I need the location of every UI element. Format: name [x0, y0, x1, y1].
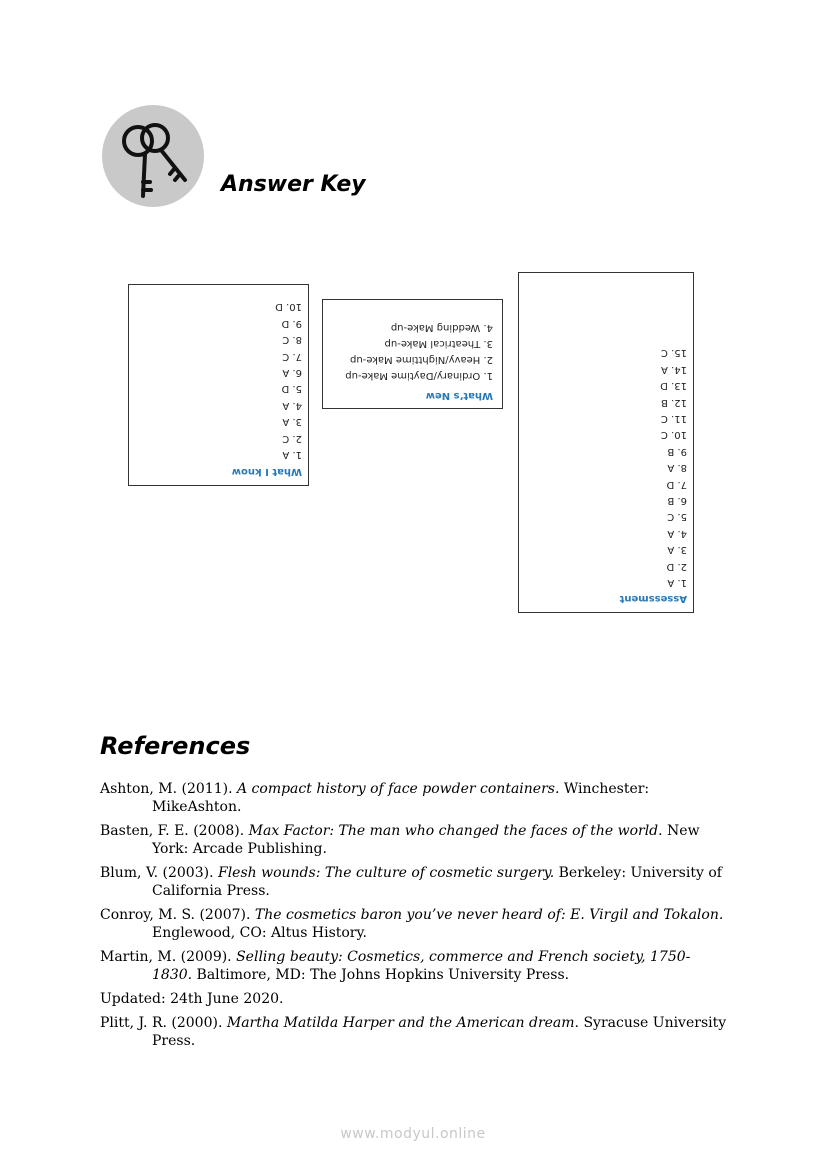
watermark: www.modyul.online: [340, 1126, 486, 1142]
list-item: 3. A: [282, 416, 302, 428]
assessment-box: [518, 272, 694, 613]
list-item: 13. D: [660, 380, 687, 392]
list-item: 2. Heavy/Nighttime Make-up: [350, 354, 493, 365]
list-item: 1. A: [282, 449, 302, 460]
list-item: 6. A: [282, 366, 302, 378]
what-i-know-box: [128, 284, 309, 486]
list-item: 3. Theatrical Make-up: [384, 338, 493, 349]
references-list: [100, 780, 730, 1056]
list-item: 10. D: [275, 301, 302, 313]
answer-key-title: Answer Key: [221, 172, 366, 197]
reference-entry: Blum, V. (2003). Flesh wounds: The culture of cosmetic surgery. Berkeley: University of California Press.: [100, 865, 722, 899]
reference-entry: Conroy, M. S. (2007). The cosmetics baron you’ve never heard of: E. Virgil and Tokalon. Englewood, CO: Altus History.: [100, 907, 724, 941]
list-item: 5. C: [667, 511, 687, 523]
what-i-know-heading: What I know: [231, 466, 302, 477]
reference-entry: Martin, M. (2009). Selling beauty: Cosmetics, commerce and French society, 1750-1830. Baltimore, MD: The Johns Hopkins University Press.: [100, 949, 691, 983]
list-item: 2. C: [282, 432, 302, 444]
list-item: 9. D: [281, 317, 302, 329]
list-item: 10. C: [660, 429, 687, 441]
list-item: 8. A: [667, 462, 687, 474]
list-item: 14. A: [661, 363, 687, 375]
list-item: 15. C: [660, 347, 687, 359]
references-title: References: [100, 732, 251, 760]
keys-icon: [101, 104, 205, 208]
list-item: 8. C: [282, 334, 302, 346]
list-item: 6. B: [667, 494, 687, 506]
list-item: 7. D: [666, 478, 687, 490]
assessment-answers: [660, 344, 687, 590]
list-item: 12. B: [661, 396, 687, 408]
list-item: 1. Ordinary/Daytime Make-up: [345, 370, 493, 381]
list-item: 11. C: [660, 412, 687, 424]
list-item: 4. A: [282, 399, 302, 411]
whats-new-heading: What’s New: [425, 390, 493, 401]
reference-entry: Updated: 24th June 2020.: [100, 991, 284, 1007]
list-item: 9. B: [667, 445, 687, 457]
assessment-heading: Assessment: [619, 593, 687, 604]
whats-new-box: [322, 299, 503, 409]
list-item: 5. D: [281, 383, 302, 395]
what-i-know-answers: [275, 298, 302, 462]
list-item: 1. A: [667, 577, 687, 588]
list-item: 7. C: [282, 350, 302, 362]
list-item: 3. A: [667, 544, 687, 556]
list-item: 4. Wedding Make-up: [390, 322, 493, 333]
reference-entry: Basten, F. E. (2008). Max Factor: The man who changed the faces of the world. New York: Arcade Publishing.: [100, 823, 700, 857]
whats-new-answers: [345, 319, 493, 383]
list-item: 2. D: [666, 560, 687, 572]
reference-entry: Ashton, M. (2011). A compact history of face powder containers. Winchester: MikeAshton.: [100, 781, 650, 815]
reference-entry: Plitt, J. R. (2000). Martha Matilda Harper and the American dream. Syracuse University Press.: [100, 1015, 727, 1049]
list-item: 4. A: [667, 527, 687, 539]
